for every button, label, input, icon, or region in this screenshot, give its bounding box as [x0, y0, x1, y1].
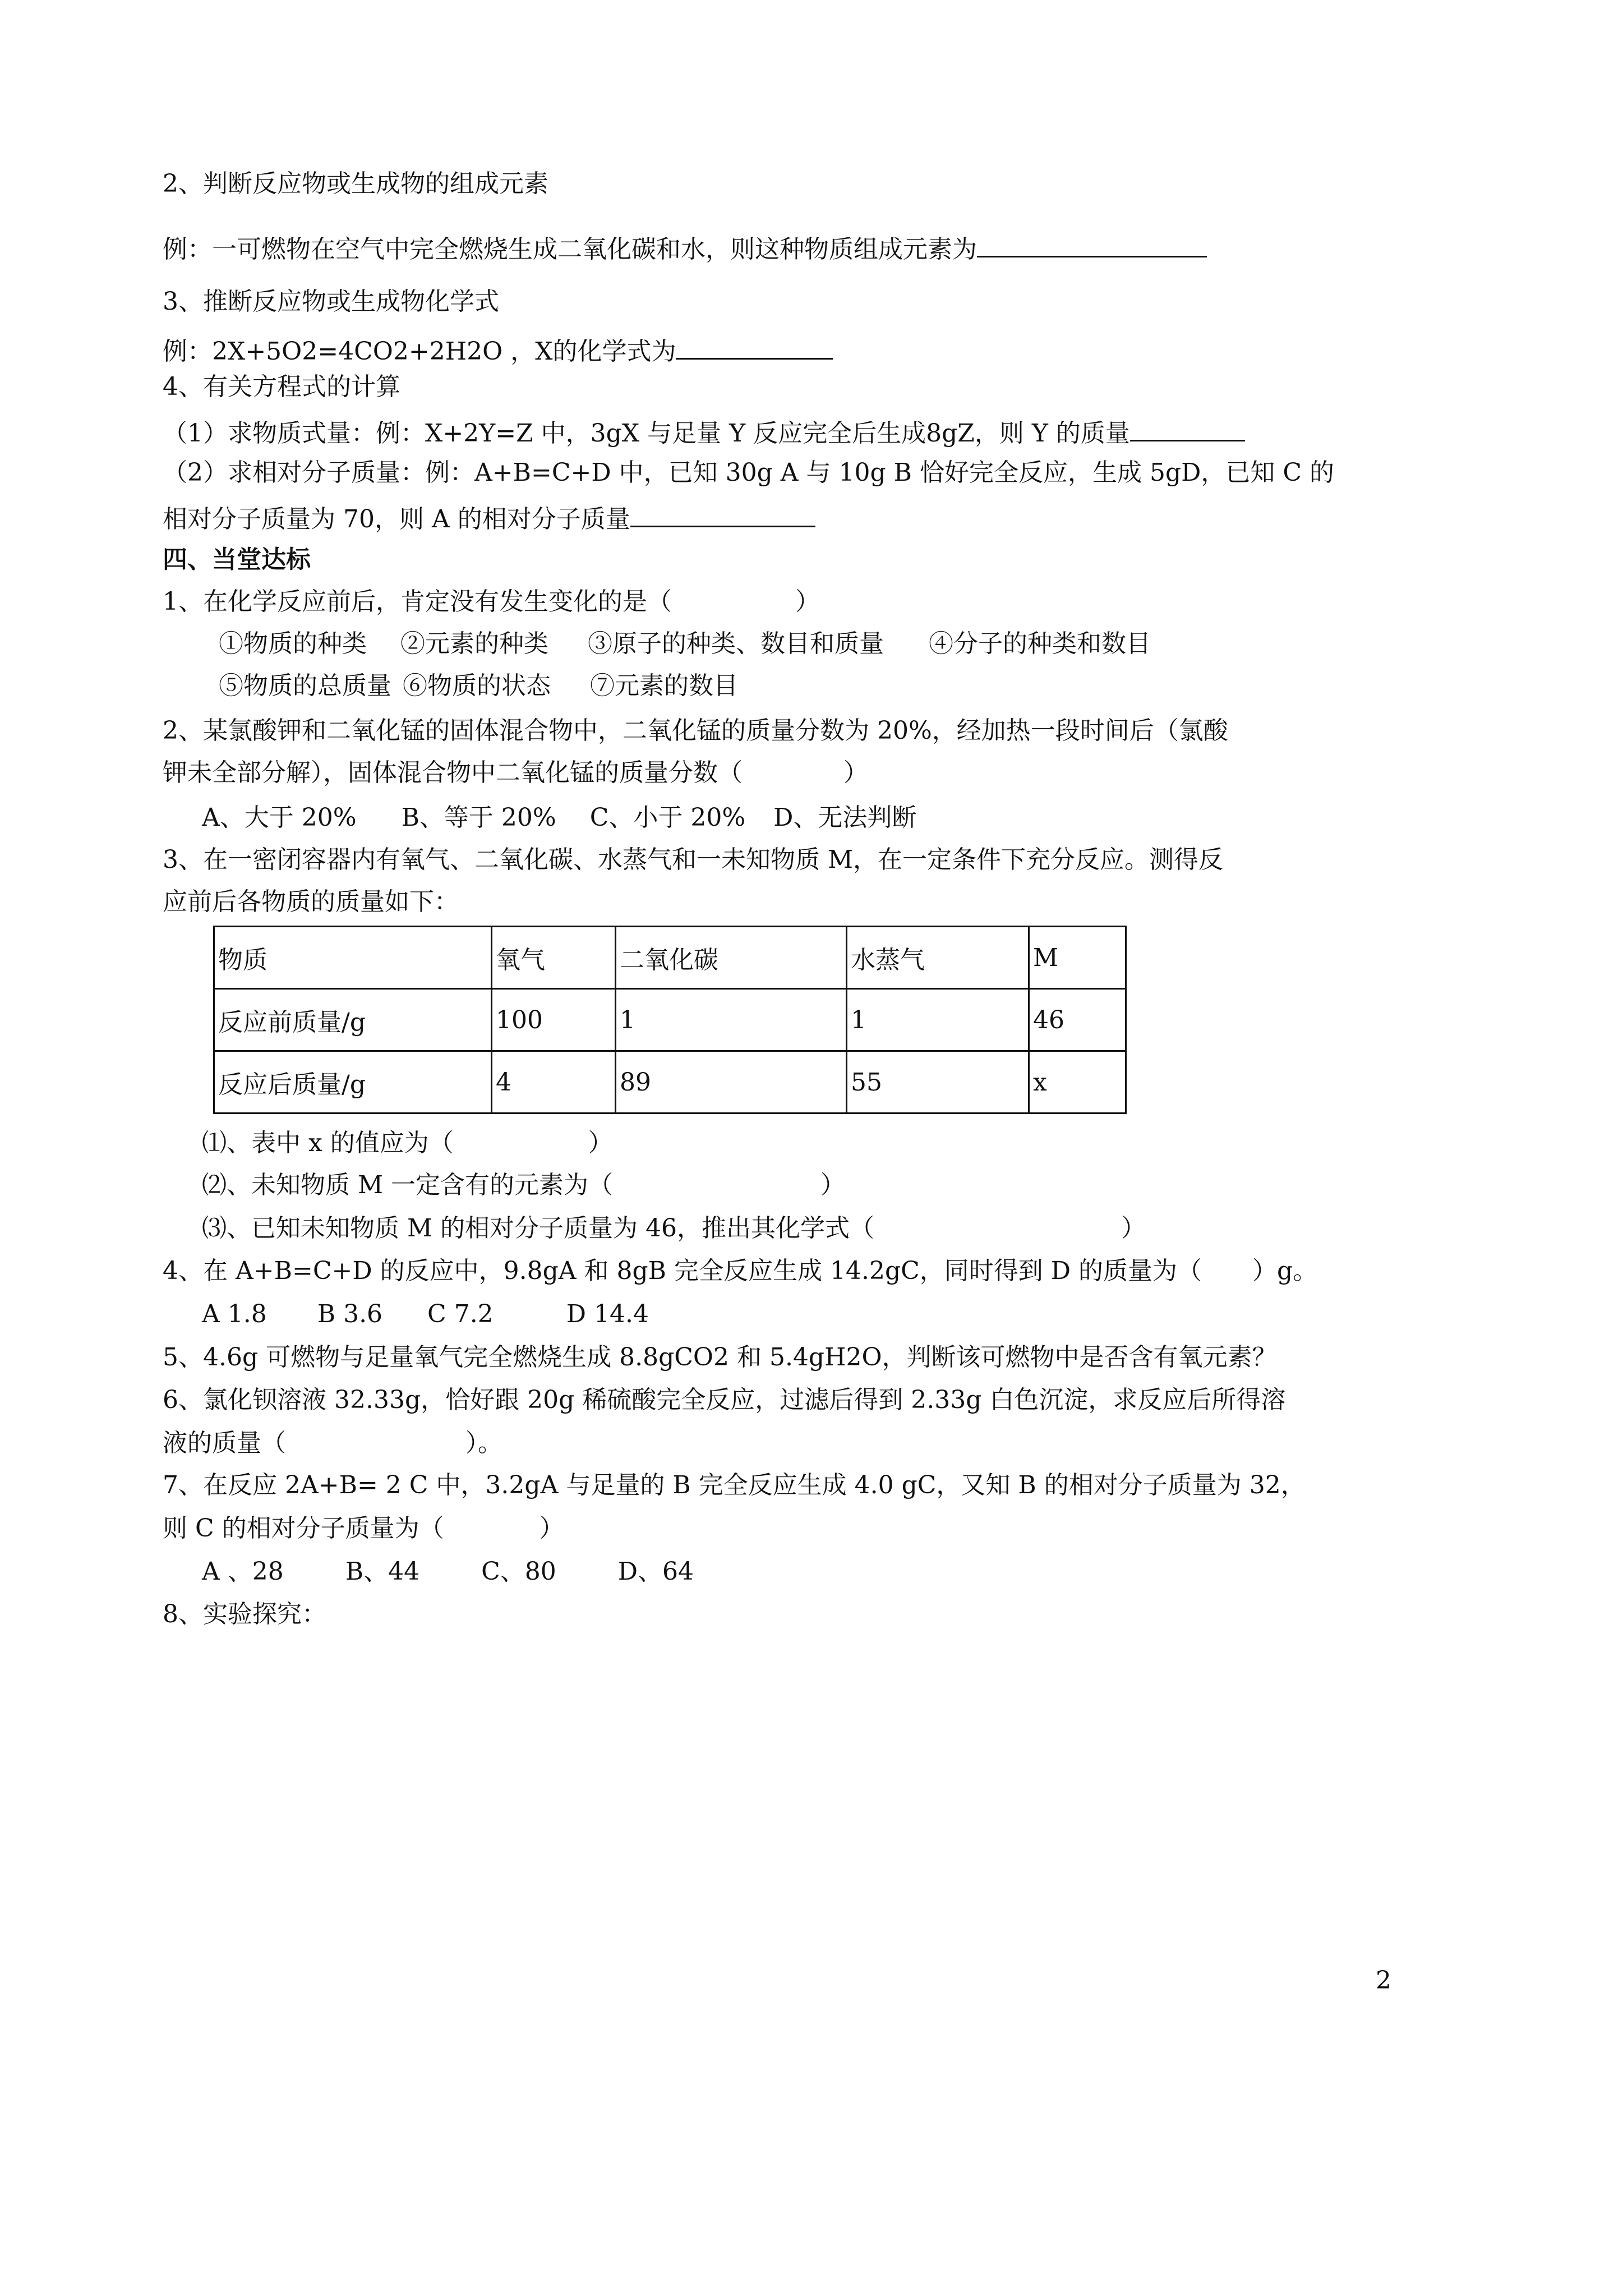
item4-q2-line2	[163, 501, 815, 535]
table-cell: 反应前质量/g	[214, 989, 492, 1051]
table-cell: 46	[1029, 989, 1126, 1051]
q3-sub1-text: ⑴、表中 x 的值应为（	[202, 1129, 454, 1157]
table-cell: 1	[616, 989, 847, 1051]
q1-option: ⑦元素的数目	[590, 671, 738, 700]
item4-q1	[163, 415, 1245, 449]
table-cell: 二氧化碳	[616, 927, 847, 989]
q7-close: ）	[539, 1514, 564, 1543]
q4-option-b: B 3.6	[317, 1300, 383, 1328]
q1-option: ⑥物质的状态	[403, 671, 551, 700]
q7-option-a: A 、28	[202, 1557, 284, 1586]
q3-close: ）	[1121, 1214, 1146, 1243]
q3-sub1	[202, 1128, 613, 1159]
q1-option: ④分子的种类和数目	[929, 629, 1151, 658]
item3-example	[163, 333, 833, 367]
q2-option-c: C、小于 20%	[589, 803, 746, 832]
q3-close: ）	[820, 1171, 846, 1199]
q1-option: ③原子的种类、数目和质量	[588, 629, 884, 658]
table-cell: 1	[847, 989, 1029, 1051]
item4-q2-line1: （2）求相对分子质量：例：A+B=C+D 中，已知 30g A 与 10g B 恰好完全反应，生成 5gD，已知 C 的	[163, 458, 1335, 487]
table-row	[214, 989, 1126, 1051]
q1-stem	[163, 586, 820, 618]
item2-example-text: 例：一可燃物在空气中完全燃烧生成二氧化碳和水，则这种物质组成元素为	[163, 235, 977, 264]
q7-line2-text: 则 C 的相对分子质量为（	[163, 1514, 444, 1543]
item3-title: 3、推断反应物或生成物化学式	[163, 287, 499, 316]
q4-option-d: D 14.4	[566, 1300, 649, 1328]
q6-line1: 6、氯化钡溶液 32.33g，恰好跟 20g 稀硫酸完全反应，过滤后得到 2.33g 白色沉淀，求反应后所得溶	[163, 1386, 1286, 1414]
item2-example	[163, 231, 1207, 265]
q4-option-c: C 7.2	[427, 1300, 494, 1328]
table-cell: 氧气	[492, 927, 616, 989]
q7-option-d: D、64	[617, 1557, 694, 1586]
q3-sub3-text: ⑶、已知未知物质 M 的相对分子质量为 46，推出其化学式（	[202, 1214, 874, 1243]
q7-options	[202, 1556, 694, 1588]
answer-blank[interactable]	[630, 501, 815, 527]
q2-option-d: D、无法判断	[773, 803, 917, 832]
table-header-row	[214, 927, 1126, 989]
q7-option-c: C、80	[481, 1557, 556, 1586]
q6-close: ）。	[465, 1429, 502, 1457]
q4-stem	[163, 1255, 1317, 1287]
page-number: 2	[1376, 1966, 1391, 1995]
q4-options	[202, 1299, 649, 1330]
answer-blank[interactable]	[977, 231, 1207, 257]
q6-line2	[163, 1428, 502, 1459]
q4-stem-text: 4、在 A+B=C+D 的反应中，9.8gA 和 8gB 完全反应生成 14.2gC，同时得到 D 的质量为（	[163, 1257, 1202, 1285]
table-cell: 4	[492, 1051, 616, 1114]
q2-option-b: B、等于 20%	[401, 803, 556, 832]
q1-options-row1	[219, 628, 1151, 660]
q3-line1: 3、在一密闭容器内有氧气、二氧化碳、水蒸气和一未知物质 M，在一定条件下充分反应。测得反	[163, 845, 1224, 874]
table-cell: 55	[847, 1051, 1029, 1114]
table-cell: 89	[616, 1051, 847, 1114]
q2-option-a: A、大于 20%	[202, 803, 357, 832]
q2-line2	[163, 757, 868, 789]
table-row	[214, 1051, 1126, 1114]
answer-blank[interactable]	[1130, 415, 1245, 441]
q7-option-b: B、44	[345, 1557, 420, 1586]
q8-text: 8、实验探究：	[163, 1600, 326, 1628]
q1-options-row2	[219, 670, 738, 702]
q5-text: 5、4.6g 可燃物与足量氧气完全燃烧生成 8.8gCO2 和 5.4gH2O，判断该可燃物中是否含有氧元素？	[163, 1343, 1277, 1372]
table-cell: x	[1029, 1051, 1126, 1114]
q7-line1: 7、在反应 2A+B= 2 C 中，3.2gA 与足量的 B 完全反应生成 4.0 gC，又知 B 的相对分子质量为 32，	[163, 1471, 1306, 1499]
answer-blank[interactable]	[676, 333, 833, 360]
item3-example-text: 例：2X+5O2=4CO2+2H2O ，X的化学式为	[163, 337, 676, 366]
section-heading: 四、当堂达标	[163, 545, 311, 574]
q3-sub2-text: ⑵、未知物质 M 一定含有的元素为（	[202, 1171, 614, 1199]
q3-sub2	[202, 1170, 845, 1201]
q3-sub3	[202, 1213, 1146, 1244]
q3-line2: 应前后各物质的质量如下：	[163, 887, 459, 916]
item2-title: 2、判断反应物或生成物的组成元素	[163, 169, 548, 198]
q1-option: ①物质的种类	[219, 629, 367, 658]
table-cell: 水蒸气	[847, 927, 1029, 989]
q1-stem-text: 1、在化学反应前后，肯定没有发生变化的是（	[163, 587, 672, 616]
q2-line2-text: 钾未全部分解），固体混合物中二氧化锰的质量分数（	[163, 758, 743, 787]
q7-line2	[163, 1513, 564, 1544]
q1-close: ）	[795, 587, 820, 616]
table-cell: 物质	[214, 927, 492, 989]
q2-line1: 2、某氯酸钾和二氧化锰的固体混合物中，二氧化锰的质量分数为 20%，经加热一段时间后（氯酸	[163, 716, 1228, 745]
table-cell: 反应后质量/g	[214, 1051, 492, 1114]
q3-close: ）	[588, 1129, 613, 1157]
item4-title: 4、有关方程式的计算	[163, 372, 400, 401]
item4-q1-text: （1）求物质式量：例：X+2Y=Z 中，3gX 与足量 Y 反应完全后生成8gZ，则 Y 的质量	[163, 419, 1130, 448]
table-cell: M	[1029, 927, 1126, 989]
q2-close: ）	[843, 758, 868, 787]
mass-table	[213, 926, 1127, 1114]
item4-q2-line2-text: 相对分子质量为 70，则 A 的相对分子质量	[163, 505, 630, 533]
q1-option: ⑤物质的总质量	[219, 671, 391, 700]
q4-tail: ）g。	[1252, 1257, 1318, 1285]
q1-option: ②元素的种类	[400, 629, 548, 658]
q4-option-a: A 1.8	[202, 1300, 267, 1328]
table-cell: 100	[492, 989, 616, 1051]
q6-line2-text: 液的质量（	[163, 1429, 286, 1457]
q2-options	[202, 802, 916, 834]
